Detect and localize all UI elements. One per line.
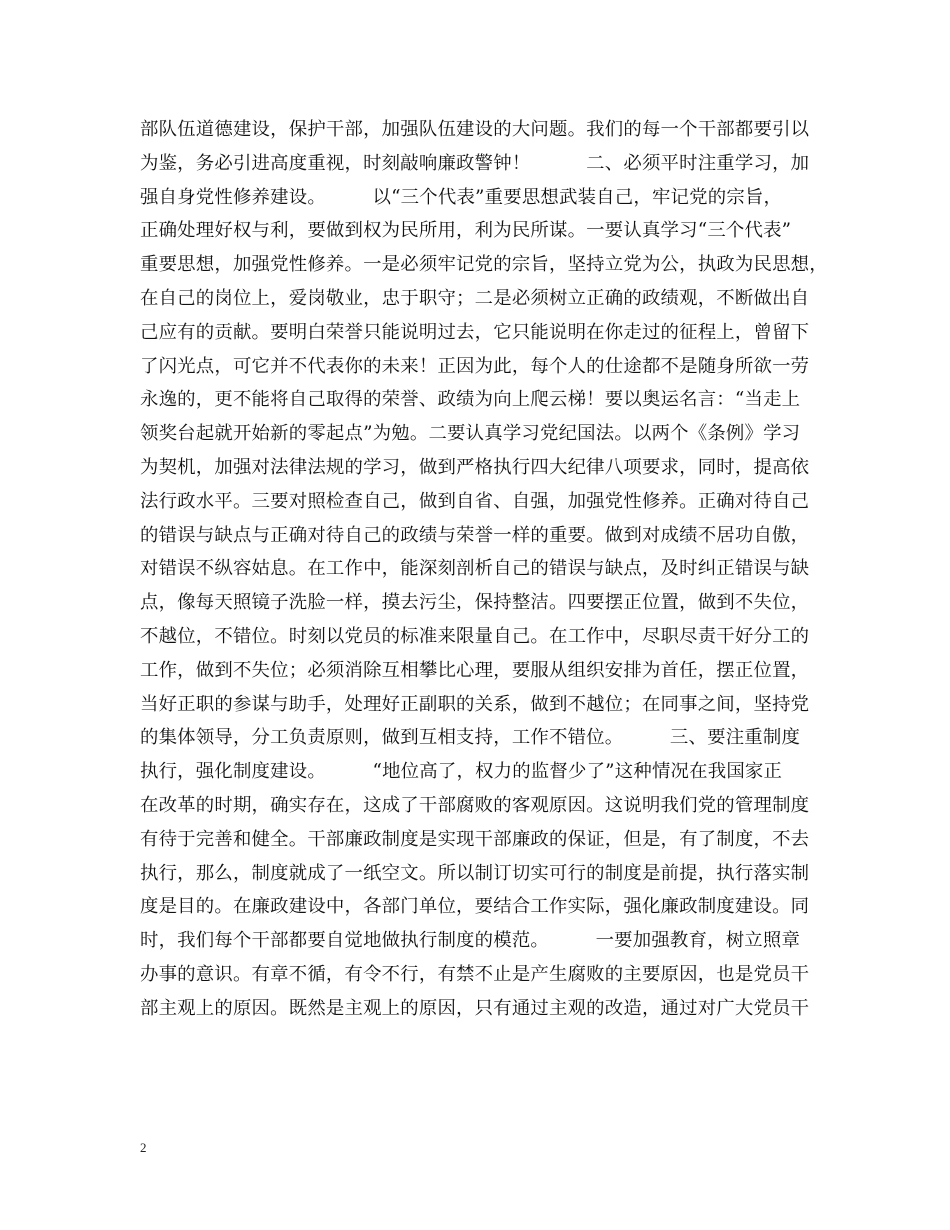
text-line: 度是目的。在廉政建设中，各部门单位，要结合工作实际，强化廉政制度建设。同 bbox=[140, 896, 810, 918]
text-line: 当好正职的参谋与助手，处理好正副职的关系，做到不越位；在同事之间，坚持党 bbox=[140, 693, 810, 715]
text-line: 对错误不纵容姑息。在工作中，能深刻剖析自己的错误与缺点，及时纠正错误与缺 bbox=[140, 558, 810, 580]
text-line: 为鉴，务必引进高度重视，时刻敲响廉政警钟！ 二、必须平时注重学习，加 bbox=[140, 152, 810, 174]
text-line: 在改革的时期，确实存在，这成了干部腐败的客观原因。这说明我们党的管理制度 bbox=[140, 794, 810, 816]
text-line: 的错误与缺点与正确对待自己的政绩与荣誉一样的重要。做到对成绩不居功自傲， bbox=[140, 524, 810, 546]
text-line: 部主观上的原因。既然是主观上的原因，只有通过主观的改造，通过对广大党员干 bbox=[140, 997, 810, 1019]
body-text bbox=[140, 113, 860, 1026]
text-line: 重要思想，加强党性修养。一是必须牢记党的宗旨，坚持立党为公，执政为民思想， bbox=[140, 254, 828, 276]
text-line: 工作，做到不失位；必须消除互相攀比心理，要服从组织安排为首任，摆正位置， bbox=[140, 659, 810, 681]
text-line: 点，像每天照镜子洗脸一样，摸去污尘，保持整洁。四要摆正位置，做到不失位， bbox=[140, 592, 810, 614]
text-line: 己应有的贡献。要明白荣誉只能说明过去，它只能说明在你走过的征程上，曾留下 bbox=[140, 321, 810, 343]
text-line: 办事的意识。有章不循，有令不行，有禁不止是产生腐败的主要原因，也是党员干 bbox=[140, 963, 810, 985]
text-line: 的集体领导，分工负责原则，做到互相支持，工作不错位。 三、要注重制度 bbox=[140, 727, 801, 749]
text-line: 正确处理好权与利，要做到权为民所用，利为民所谋。一要认真学习“三个代表” bbox=[140, 220, 792, 242]
text-line: 了闪光点，可它并不代表你的未来！正因为此，每个人的仕途都不是随身所欲一劳 bbox=[140, 355, 810, 377]
text-line: 永逸的，更不能将自己取得的荣誉、政绩为向上爬云梯！要以奥运名言：“当走上 bbox=[140, 389, 801, 411]
text-line: 领奖台起就开始新的零起点”为勉。二要认真学习党纪国法。以两个《条例》学习 bbox=[140, 423, 801, 445]
text-line: 法行政水平。三要对照检查自己，做到自省、自强，加强党性修养。正确对待自己 bbox=[140, 490, 810, 512]
text-line: 执行，强化制度建设。 “地位高了，权力的监督少了”这种情况在我国家正 bbox=[140, 761, 783, 783]
text-line: 时，我们每个干部都要自觉地做执行制度的模范。 一要加强教育，树立照章 bbox=[140, 930, 801, 952]
text-line: 有待于完善和健全。干部廉政制度是实现干部廉政的保证，但是，有了制度，不去 bbox=[140, 828, 810, 850]
text-line: 强自身党性修养建设。 以“三个代表”重要思想武装自己，牢记党的宗旨， bbox=[140, 186, 783, 208]
text-line: 在自己的岗位上，爱岗敬业，忠于职守；二是必须树立正确的政绩观，不断做出自 bbox=[140, 287, 810, 309]
page-number: 2 bbox=[140, 1140, 147, 1155]
text-line: 部队伍道德建设，保护干部，加强队伍建设的大问题。我们的每一个干部都要引以 bbox=[140, 119, 810, 140]
text-line: 执行，那么，制度就成了一纸空文。所以制订切实可行的制度是前提，执行落实制 bbox=[140, 862, 810, 884]
text-line: 为契机，加强对法律法规的学习，做到严格执行四大纪律八项要求，同时，提高依 bbox=[140, 456, 810, 478]
text-line: 不越位，不错位。时刻以党员的标准来限量自己。在工作中，尽职尽责干好分工的 bbox=[140, 625, 810, 647]
